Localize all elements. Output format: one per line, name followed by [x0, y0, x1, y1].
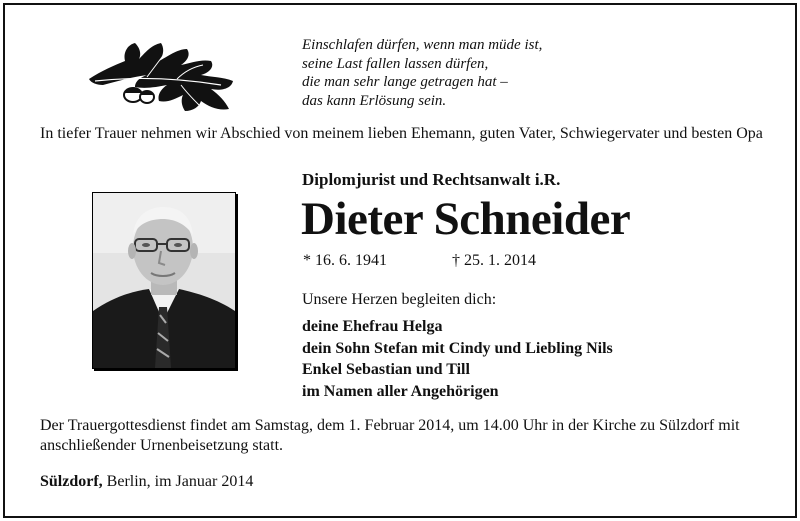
professional-title: Diplomjurist und Rechtsanwalt i.R.	[302, 170, 561, 189]
mourners-list	[302, 316, 613, 402]
portrait-image	[93, 193, 235, 368]
closing-line	[40, 473, 253, 491]
deceased-name: Dieter Schneider	[301, 193, 631, 245]
portrait-photo	[92, 192, 236, 369]
obituary-frame	[3, 3, 797, 518]
mourner-line: Enkel Sebastian und Till	[302, 361, 470, 378]
birth-date: * 16. 6. 1941	[303, 252, 387, 269]
mourner-line: deine Ehefrau Helga	[302, 318, 443, 335]
mourner-line: im Namen aller Angehörigen	[302, 382, 499, 400]
poem-line: die man sehr lange getragen hat –	[302, 74, 508, 90]
poem-line: das kann Erlösung sein.	[302, 92, 447, 109]
poem-line: Einschlafen dürfen, wenn man müde ist,	[302, 37, 543, 53]
poem	[302, 36, 542, 110]
mourners-heading: Unsere Herzen begleiten dich:	[302, 291, 497, 308]
poem-line: seine Last fallen lassen dürfen,	[302, 55, 489, 72]
death-date: † 25. 1. 2014	[452, 252, 536, 269]
service-notice: Der Trauergottesdienst findet am Samstag, dem 1. Februar 2014, um 14.00 Uhr in der Kirche zu Sülzdorf mit anschließender Urnenbeisetzung statt.	[40, 417, 740, 454]
closing-rest: Berlin, im Januar 2014	[102, 473, 254, 490]
intro-text: In tiefer Trauer nehmen wir Abschied von meinem lieben Ehemann, guten Vater, Schwiegervater und besten Opa	[40, 125, 763, 142]
oak-leaf-icon	[81, 31, 257, 113]
closing-place: Sülzdorf,	[40, 473, 103, 490]
mourner-line: dein Sohn Stefan mit Cindy und Liebling Nils	[302, 339, 613, 357]
